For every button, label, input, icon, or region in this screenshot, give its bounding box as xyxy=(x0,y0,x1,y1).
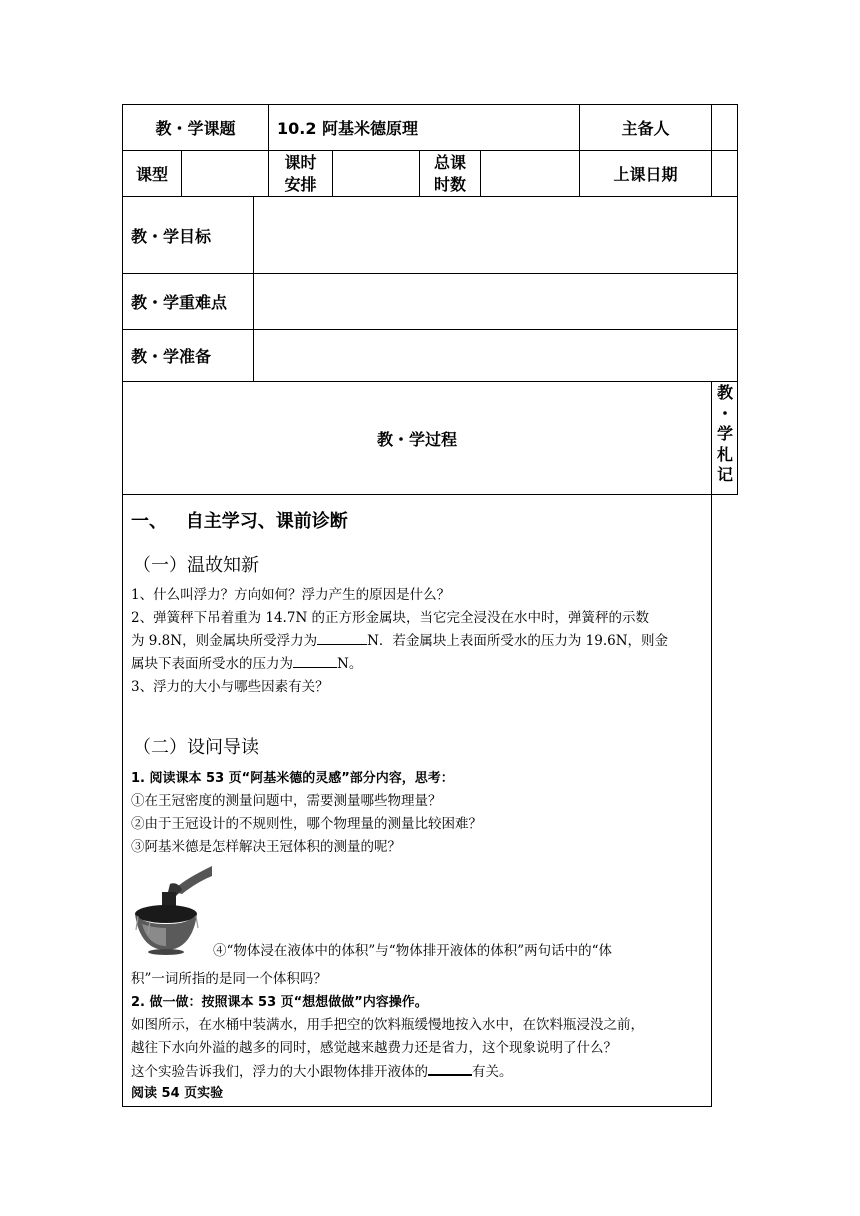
subsection-title: （一）温故知新 xyxy=(133,555,259,576)
reading-prompt-54: 阅读 54 页实验 xyxy=(131,1086,224,1101)
activity-paragraph-3 xyxy=(131,1060,513,1084)
course-title-value: 10.2 阿基米德原理 xyxy=(277,119,419,138)
section-title: 一、 自主学习、课前诊断 xyxy=(131,511,348,532)
activity-paragraph-1: 如图所示，在水桶中装满水，用手把空的饮料瓶缓慢地按入水中，在饮料瓶浸没之前， xyxy=(131,1017,644,1033)
question-1: 1、什么叫浮力？方向如何？浮力产生的原因是什么？ xyxy=(131,587,451,603)
question-circle-3: ③阿基米德是怎样解决王冠体积的测量的呢？ xyxy=(131,839,401,855)
activity-prompt-2: 2. 做一做：按照课本 53 页“想想做做”内容操作。 xyxy=(131,995,428,1010)
hours-label-line2: 安排 xyxy=(284,174,317,194)
preparation-label: 教・学准备 xyxy=(131,347,212,366)
question-circle-4-line2: 积”一词所指的是同一个体积吗？ xyxy=(131,971,327,987)
activity-text: 有关。 xyxy=(472,1064,513,1080)
notes-char: 教 xyxy=(716,383,733,402)
question-2-line2 xyxy=(131,630,668,653)
notes-char: 记 xyxy=(716,465,733,484)
notes-column-label xyxy=(712,383,738,486)
hours-label xyxy=(269,151,332,196)
question-2-line1: 2、弹簧秤下吊着重为 14.7N 的正方形金属块，当它完全浸没在水中时，弹簧秤的示数 xyxy=(131,610,650,626)
notes-char: 学 xyxy=(716,424,733,443)
question-2-text: N。 xyxy=(337,656,363,672)
subsection-title: （二）设问导读 xyxy=(133,737,259,758)
question-2-line3 xyxy=(131,653,362,676)
course-title-label: 教・学课题 xyxy=(155,119,236,138)
question-2-text: 属块下表面所受水的压力为 xyxy=(131,656,293,672)
goals-label: 教・学目标 xyxy=(131,226,212,246)
question-circle-4-line1: ④“物体浸在液体中的体积”与“物体排开液体的体积”两句话中的“体 xyxy=(213,943,613,959)
preparer-value xyxy=(712,105,737,150)
question-2-text: N．若金属块上表面所受水的压力为 19.6N，则金 xyxy=(367,633,669,649)
question-circle-2: ②由于王冠设计的不规则性，哪个物理量的测量比较困难？ xyxy=(131,816,482,832)
hours-value xyxy=(333,151,419,196)
question-circle-1: ①在王冠密度的测量问题中，需要测量哪些物理量？ xyxy=(131,793,442,809)
activity-text: 这个实验告诉我们，浮力的大小跟物体排开液体的 xyxy=(131,1064,428,1080)
process-label: 教・学过程 xyxy=(376,429,457,449)
basin-illustration xyxy=(130,864,212,956)
answer-blank[interactable] xyxy=(293,653,337,668)
reading-prompt-1: 1. 阅读课本 53 页“阿基米德的灵感”部分内容，思考： xyxy=(131,771,454,786)
question-2-text: 为 9.8N，则金属块所受浮力为 xyxy=(131,633,318,649)
class-date-value xyxy=(712,151,737,196)
preparer-label: 主备人 xyxy=(621,119,670,138)
lesson-type-label: 课型 xyxy=(135,165,168,184)
lesson-type-value xyxy=(182,151,268,196)
total-hours-label xyxy=(420,151,480,196)
class-date-label: 上课日期 xyxy=(613,165,678,184)
answer-blank[interactable] xyxy=(317,630,367,645)
activity-paragraph-2: 越往下水向外溢的越多的同时，感觉越来越费力还是省力，这个现象说明了什么？ xyxy=(131,1040,617,1056)
total-hours-value xyxy=(481,151,579,196)
key-points-label: 教・学重难点 xyxy=(131,293,228,312)
answer-blank[interactable] xyxy=(428,1060,472,1076)
total-label-line2: 时数 xyxy=(433,174,466,194)
total-label-line1: 总课 xyxy=(433,152,466,172)
notes-char: 札 xyxy=(716,444,733,464)
notes-char: ・ xyxy=(716,403,733,423)
question-3: 3、浮力的大小与哪些因素有关？ xyxy=(131,679,329,695)
hours-label-line1: 课时 xyxy=(284,152,317,172)
